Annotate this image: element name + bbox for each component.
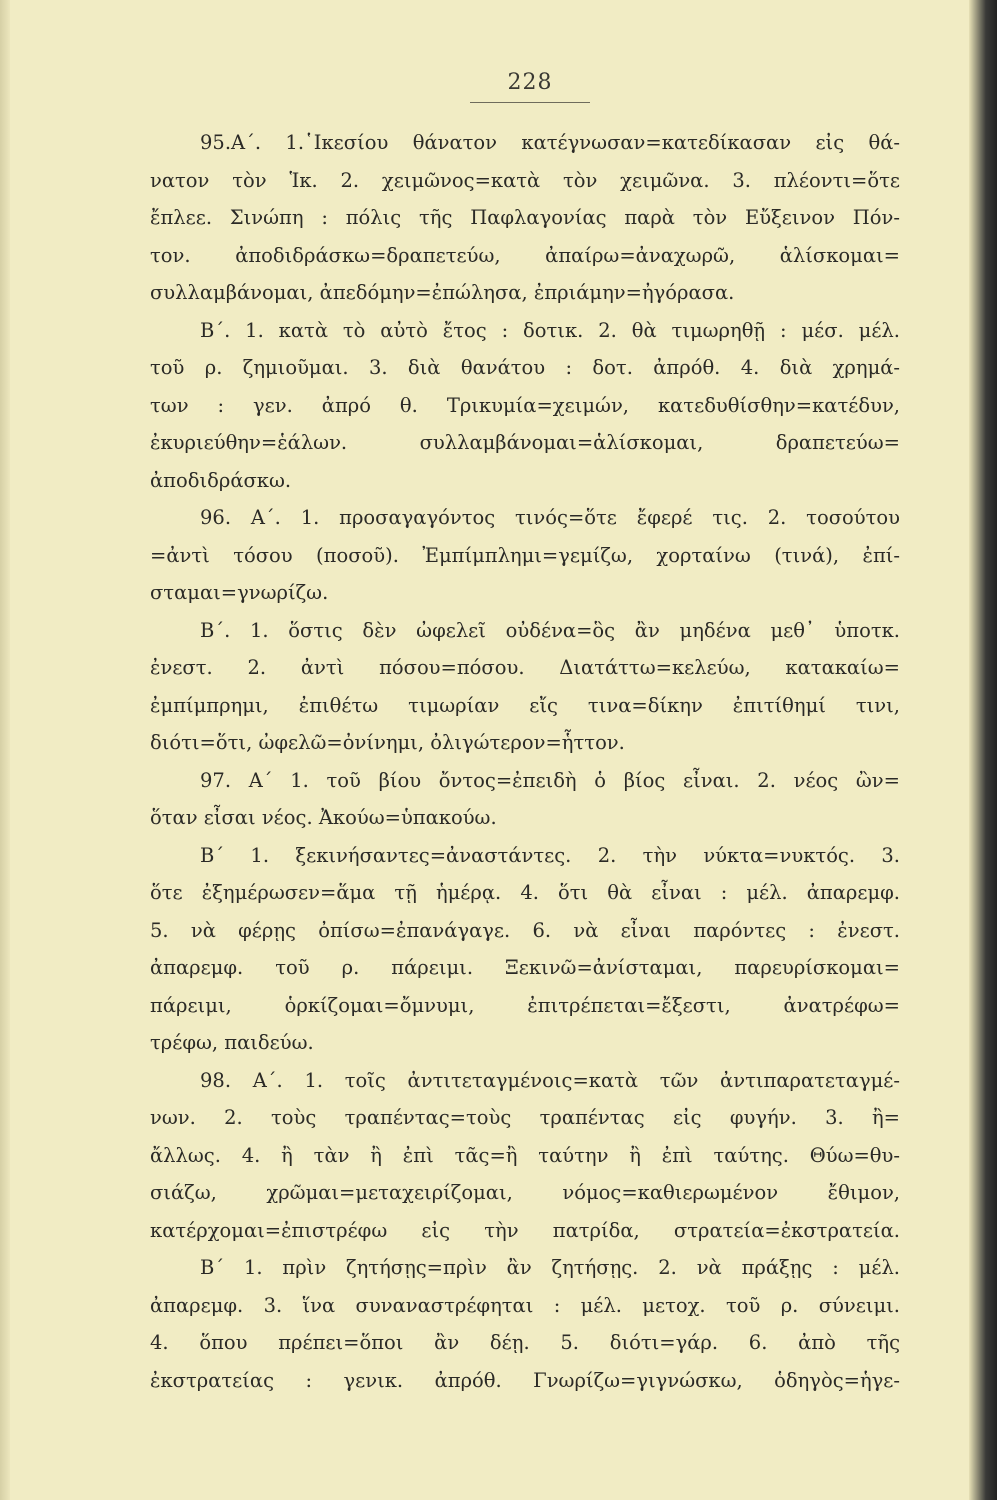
text-line: ἀποδιδράσκω. (150, 468, 292, 492)
text-line: νατον τὸν Ἱκ. 2. χειμῶνος=κατὰ τὸν χειμῶνα. 3. πλέοντι=ὅτε (150, 168, 900, 192)
text-line: ἐκυριεύθην=ἑάλων. συλλαμβάνομαι=ἁλίσκομαι, δραπετεύω= (150, 431, 900, 454)
text-line: 96. Α΄. 1. προσαγαγόντος τινός=ὅτε ἔφερέ τις. 2. τοσούτου (200, 506, 900, 529)
text-line: διότι=ὅτι, ὠφελῶ=ὀνίνημι, ὀλιγώτερον=ἧττον. (150, 731, 625, 754)
text-line: ἀπαρεμφ. 3. ἵνα συναναστρέφηται : μέλ. μετοχ. τοῦ ρ. σύνειμι. (150, 1293, 900, 1317)
text-line: σταμαι=γνωρίζω. (150, 581, 329, 604)
text-line: 4. ὅπου πρέπει=ὅποι ἂν δέῃ. 5. διότι=γάρ. 6. ἀπὸ τῆς (150, 1331, 900, 1354)
text-line: των : γεν. ἀπρό θ. Τρικυμία=χειμών, κατεδυθίσθην=κατέδυν, (150, 393, 900, 417)
text-line: σιάζω, χρῶμαι=μεταχειρίζομαι, νόμος=καθιερωμένον ἔθιμον, (150, 1181, 900, 1204)
text-line: συλλαμβάνομαι, ἀπεδόμην=ἐπώλησα, ἐπριάμην=ἠγόρασα. (150, 281, 735, 304)
text-line: ἐμπίμπρημι, ἐπιθέτω τιμωρίαν εἴς τινα=δίκην ἐπιτίθημί τινι, (150, 693, 900, 717)
text-line: Β΄ 1. ξεκινήσαντες=ἀναστάντες. 2. τὴν νύκτα=νυκτός. 3. (200, 843, 900, 867)
text-line: Β΄. 1. κατὰ τὸ αὐτὸ ἔτος : δοτικ. 2. θὰ τιμωρηθῇ : μέσ. μέλ. (200, 318, 900, 342)
text-line: 95.Α΄. 1.῾Ικεσίου θάνατον κατέγνωσαν=κατεδίκασαν εἰς θά- (200, 131, 900, 154)
text-line: ἔπλεε. Σινώπη : πόλις τῆς Παφλαγονίας παρὰ τὸν Εὔξεινον Πόν- (150, 206, 900, 229)
page-left-edge (0, 0, 10, 1500)
body-text (150, 124, 900, 1399)
text-line: 5. νὰ φέρῃς ὀπίσω=ἐπανάγαγε. 6. νὰ εἶναι παρόντες : ἐνεστ. (150, 918, 900, 942)
text-line: 98. Α΄. 1. τοῖς ἀντιτεταγμένοις=κατὰ τῶν ἀντιπαρατεταγμέ- (200, 1068, 900, 1092)
text-line: ἀπαρεμφ. τοῦ ρ. πάρειμι. Ξεκινῶ=ἀνίσταμαι, παρευρίσκομαι= (150, 956, 900, 979)
text-line: ὅτε ἐξημέρωσεν=ἅμα τῇ ἡμέρᾳ. 4. ὅτι θὰ εἶναι : μέλ. ἀπαρεμφ. (150, 881, 900, 904)
page-number-rule (470, 102, 590, 103)
text-line: κατέρχομαι=ἐπιστρέφω εἰς τὴν πατρίδα, στρατεία=ἐκστρατεία. (150, 1218, 900, 1242)
text-line: νων. 2. τοὺς τραπέντας=τοὺς τραπέντας εἰς φυγήν. 3. ἢ= (150, 1106, 900, 1129)
text-line: ἐκστρατείας : γενικ. ἀπρόθ. Γνωρίζω=γιγνώσκω, ὁδηγὸς=ἡγε- (150, 1368, 900, 1392)
text-line: ὅταν εἶσαι νέος. Ἀκούω=ὑπακούω. (150, 806, 497, 829)
text-line: =ἀντὶ τόσου (ποσοῦ). Ἐμπίμπλημι=γεμίζω, χορταίνω (τινά), ἐπί- (150, 543, 900, 567)
text-line: Β΄ 1. πρὶν ζητήσῃς=πρὶν ἂν ζητήσῃς. 2. νὰ πράξῃς : μέλ. (200, 1256, 900, 1279)
page-right-edge (969, 0, 997, 1500)
text-line: ἐνεστ. 2. ἀντὶ πόσου=πόσου. Διατάττω=κελεύω, κατακαίω= (150, 656, 900, 679)
text-line: ἄλλως. 4. ἢ τὰν ἢ ἐπὶ τᾶς=ἢ ταύτην ἢ ἐπὶ ταύτης. Θύω=θυ- (150, 1143, 900, 1167)
text-line: τοῦ ρ. ζημιοῦμαι. 3. διὰ θανάτου : δοτ. ἀπρόθ. 4. διὰ χρημά- (150, 356, 900, 379)
text-line: τρέφω, παιδεύω. (150, 1031, 314, 1054)
text-line: Β΄. 1. ὅστις δὲν ὠφελεῖ οὐδένα=ὃς ἂν μηδένα μεθ᾿ ὑποτκ. (200, 618, 900, 642)
text-line: τον. ἀποδιδράσκω=δραπετεύω, ἀπαίρω=ἀναχωρῶ, ἁλίσκομαι= (150, 243, 900, 267)
page-number: 228 (507, 70, 553, 95)
text-line: 97. Α΄ 1. τοῦ βίου ὄντος=ἐπειδὴ ὁ βίος εἶναι. 2. νέος ὢν= (200, 768, 900, 792)
text-line: πάρειμι, ὁρκίζομαι=ὄμνυμι, ἐπιτρέπεται=ἔξεστι, ἀνατρέφω= (150, 993, 900, 1017)
